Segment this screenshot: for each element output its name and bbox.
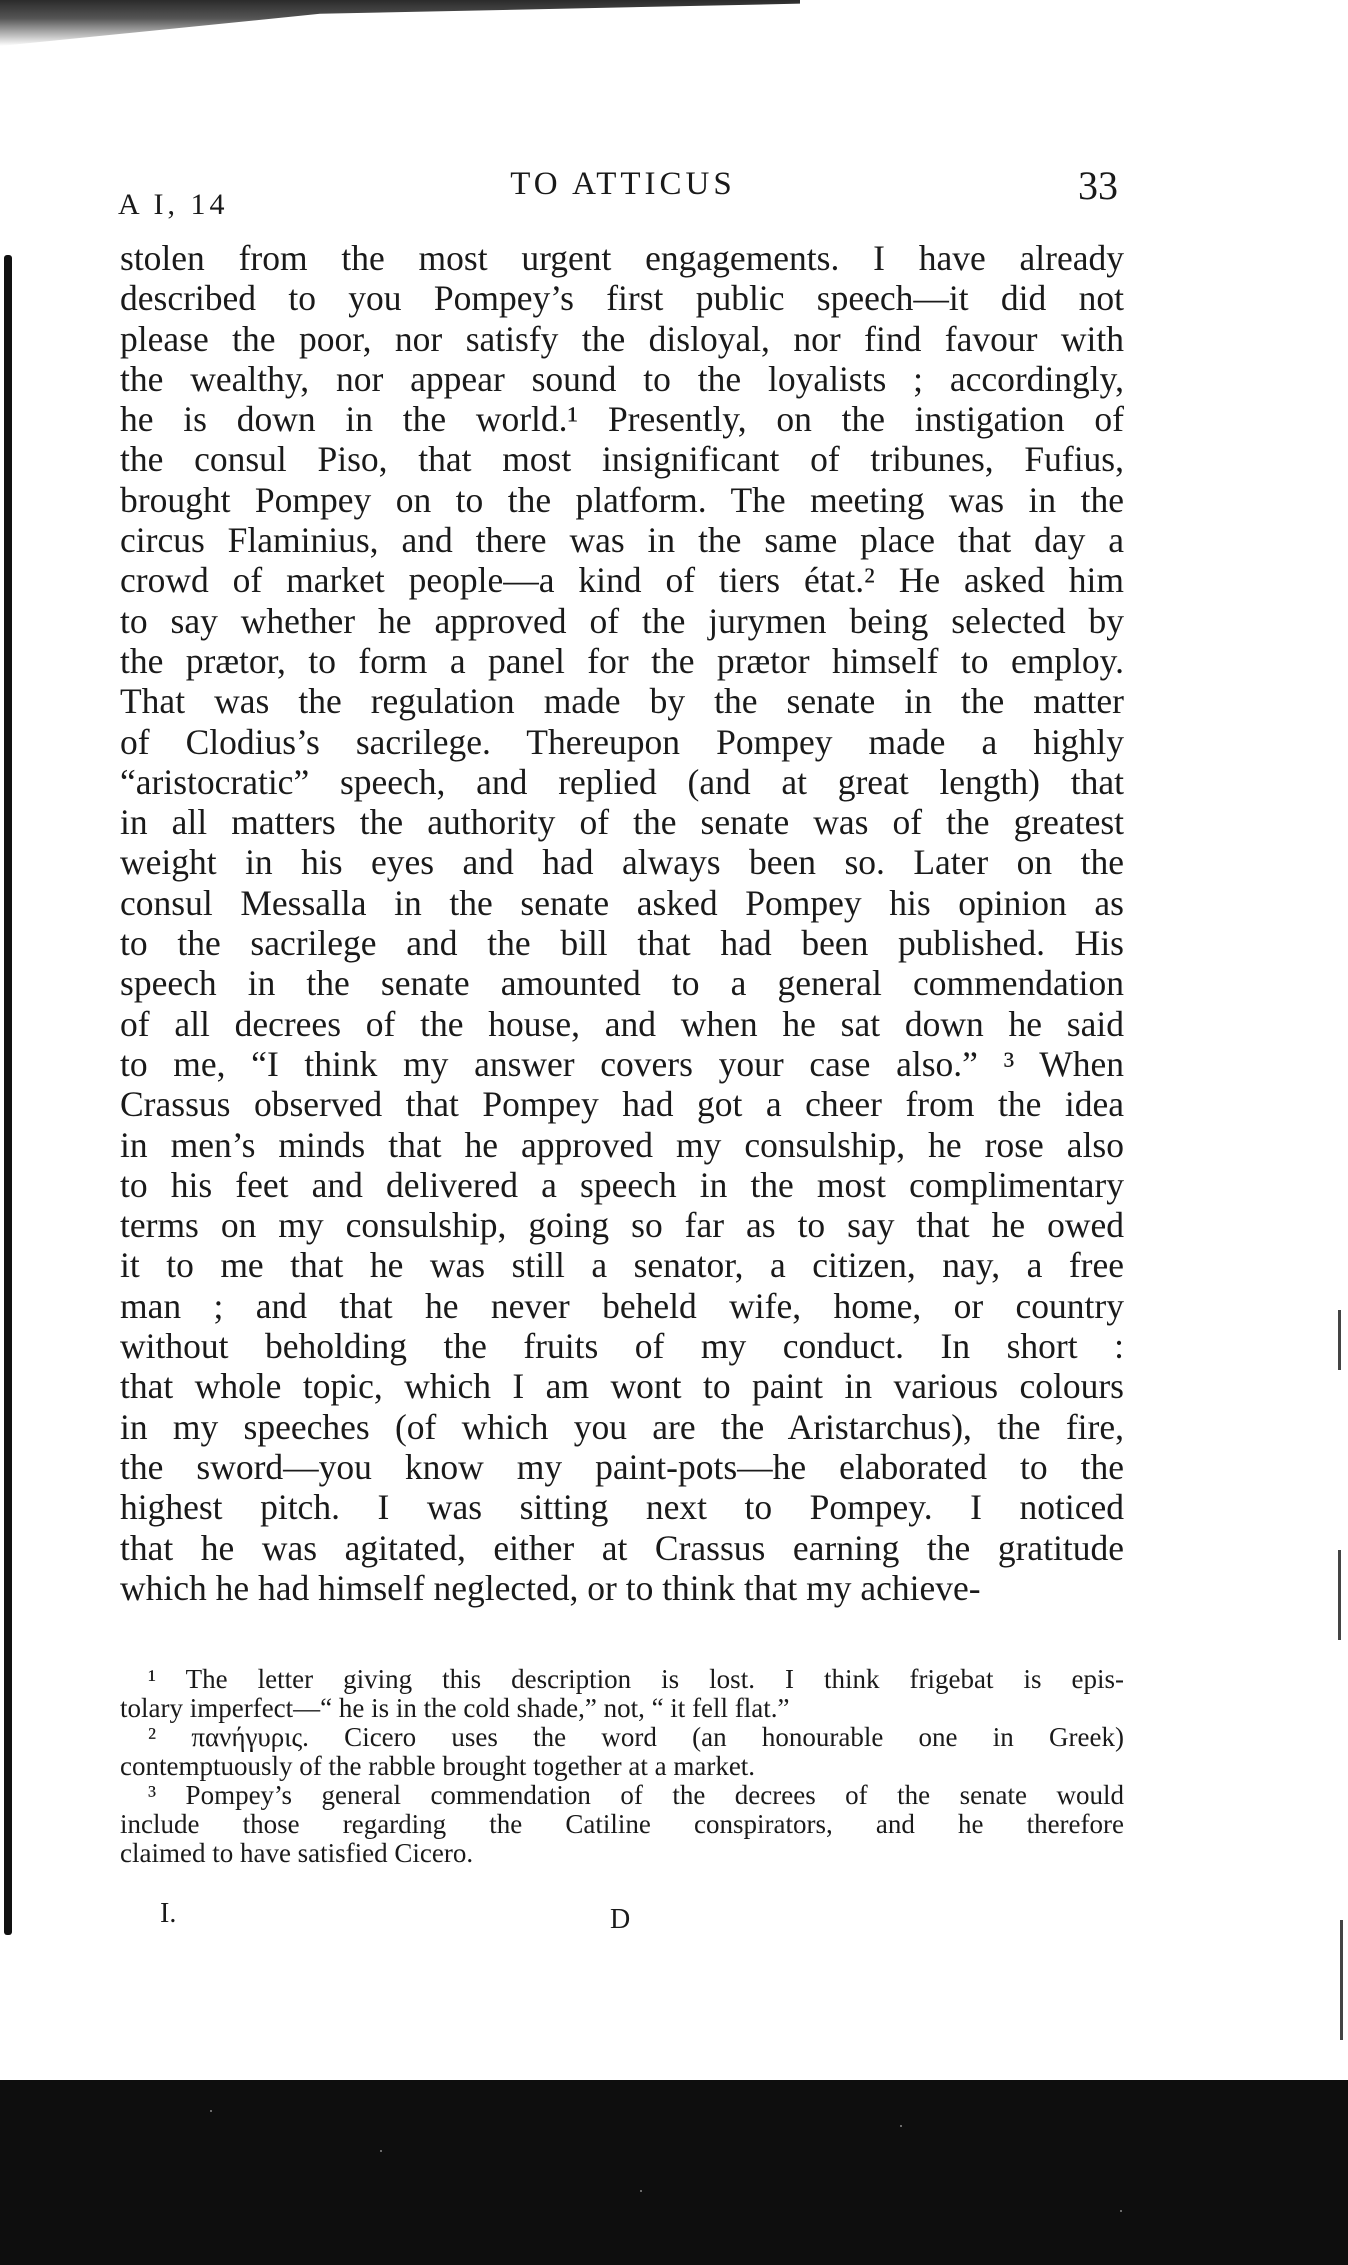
text-line: in men’s minds that he approved my consulship, he rose also bbox=[120, 1124, 1124, 1165]
letter-reference: A I, 14 bbox=[118, 188, 229, 221]
text-line: the wealthy, nor appear sound to the loyalists ; accordingly, bbox=[120, 358, 1124, 399]
text-line: of all decrees of the house, and when he sat down he said bbox=[120, 1003, 1124, 1044]
scan-right-mark bbox=[1340, 1920, 1343, 2040]
page-number: 33 bbox=[1078, 163, 1118, 208]
text-line: crowd of market people—a kind of tiers état.² He asked him bbox=[120, 560, 1124, 601]
footnote-2-line: ² πανήγυρις. Cicero uses the word (an honourable one in Greek) bbox=[148, 1722, 1124, 1752]
signature-volume: I. bbox=[160, 1898, 177, 1929]
text-line: “aristocratic” speech, and replied (and at great length) that bbox=[120, 761, 1124, 802]
running-header bbox=[118, 160, 1128, 220]
signature-mark: D bbox=[610, 1904, 631, 1935]
footnote-3-line: claimed to have satisfied Cicero. bbox=[120, 1838, 474, 1868]
text-line: to his feet and delivered a speech in the most complimentary bbox=[120, 1164, 1124, 1205]
text-line: in all matters the authority of the senate was of the greatest bbox=[120, 802, 1124, 843]
footnote-3-line: ³ Pompey’s general commendation of the decrees of the senate would bbox=[148, 1780, 1124, 1810]
text-line: the sword—you know my paint-pots—he elaborated to the bbox=[120, 1446, 1124, 1487]
footnote-3-line: include those regarding the Catiline conspirators, and he therefore bbox=[120, 1809, 1124, 1839]
text-line: consul Messalla in the senate asked Pompey his opinion as bbox=[120, 882, 1124, 923]
scan-right-mark bbox=[1338, 1310, 1341, 1370]
text-line: to the sacrilege and the bill that had been published. His bbox=[120, 923, 1124, 964]
text-line: stolen from the most urgent engagements. I have already bbox=[120, 238, 1124, 278]
text-line: please the poor, nor satisfy the disloyal, nor find favour with bbox=[120, 318, 1124, 359]
text-line: man ; and that he never beheld wife, home, or country bbox=[120, 1285, 1124, 1326]
footnote-2-line: contemptuously of the rabble brought together at a market. bbox=[120, 1751, 756, 1781]
scan-left-edge bbox=[4, 255, 12, 1935]
footnote-1-line: ¹ The letter giving this description is lost. I think frigebat is epis- bbox=[148, 1664, 1124, 1694]
text-line: speech in the senate amounted to a general commendation bbox=[120, 963, 1124, 1004]
text-line: the prætor, to form a panel for the prætor himself to employ. bbox=[120, 640, 1124, 681]
text-line: that whole topic, which I am wont to paint in various colours bbox=[120, 1366, 1124, 1407]
text-line: circus Flaminius, and there was in the same place that day a bbox=[120, 520, 1124, 561]
text-line: that he was agitated, either at Crassus earning the gratitude bbox=[120, 1527, 1124, 1568]
text-line: of Clodius’s sacrilege. Thereupon Pompey made a highly bbox=[120, 721, 1124, 762]
footnote-1-line: tolary imperfect—“ he is in the cold shade,” not, “ it fell flat.” bbox=[120, 1693, 790, 1723]
text-line: described to you Pompey’s first public speech—it did not bbox=[120, 278, 1124, 319]
text-line: he is down in the world.¹ Presently, on the instigation of bbox=[120, 399, 1124, 440]
text-line: brought Pompey on to the platform. The meeting was in the bbox=[120, 479, 1124, 520]
text-line: without beholding the fruits of my conduct. In short : bbox=[120, 1326, 1124, 1367]
text-line: terms on my consulship, going so far as to say that he owed bbox=[120, 1205, 1124, 1246]
footnotes bbox=[120, 1665, 1124, 1868]
text-line: to say whether he approved of the jurymen being selected by bbox=[120, 600, 1124, 641]
main-text bbox=[120, 238, 1124, 1608]
text-line: Crassus observed that Pompey had got a cheer from the idea bbox=[120, 1084, 1124, 1125]
text-line: highest pitch. I was sitting next to Pompey. I noticed bbox=[120, 1487, 1124, 1528]
text-line: which he had himself neglected, or to think that my achieve- bbox=[120, 1567, 981, 1608]
text-line: That was the regulation made by the senate in the matter bbox=[120, 681, 1124, 722]
text-line: to me, “I think my answer covers your case also.” ³ When bbox=[120, 1043, 1124, 1084]
text-line: it to me that he was still a senator, a citizen, nay, a free bbox=[120, 1245, 1124, 1286]
running-title: TO ATTICUS bbox=[510, 166, 736, 202]
text-line: the consul Piso, that most insignificant of tribunes, Fufius, bbox=[120, 439, 1124, 480]
scan-top-smudge bbox=[0, 0, 800, 46]
scan-bottom-band bbox=[0, 2080, 1348, 2265]
text-line: weight in his eyes and had always been so. Later on the bbox=[120, 842, 1124, 883]
scan-right-mark bbox=[1338, 1550, 1341, 1640]
text-line: in my speeches (of which you are the Aristarchus), the fire, bbox=[120, 1406, 1124, 1447]
printer-signature bbox=[160, 1898, 660, 1938]
